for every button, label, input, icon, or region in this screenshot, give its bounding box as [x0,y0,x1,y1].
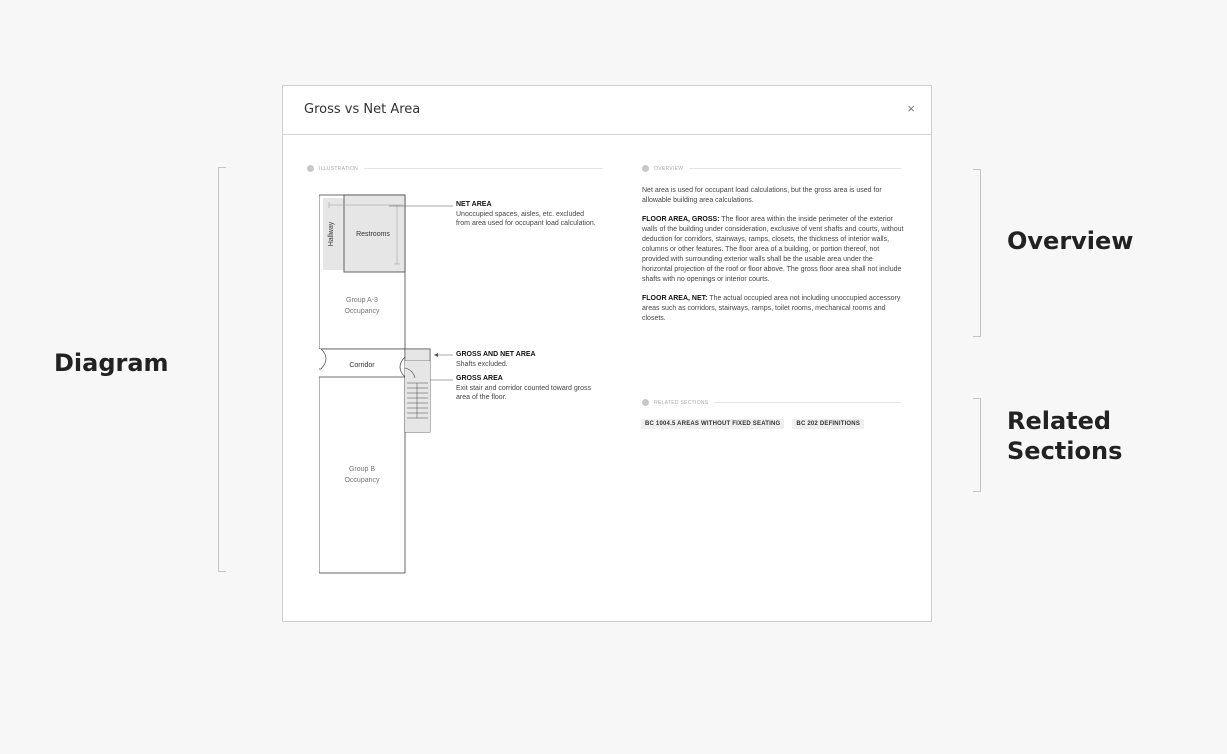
section-dot-icon [642,165,649,172]
group-b-label-line2: Occupancy [344,477,380,484]
gross-definition [642,215,904,285]
close-button[interactable]: × [907,101,915,116]
gross-area-title: GROSS AREA [456,375,503,382]
overview-section-header [642,165,901,172]
section-divider [364,168,603,169]
section-dot-icon [642,399,649,406]
gross-term: FLOOR AREA, GROSS: [642,216,720,223]
illustration-section-header [307,165,603,172]
gross-net-callout [456,350,596,369]
gross-area-callout [456,374,596,403]
shaft [405,349,430,361]
gross-area-text: Exit stair and corridor counted toward gross area of the floor. [456,384,592,401]
net-area-text: Unoccupied spaces, aisles, etc. excluded from area used for occupant load calculation. [456,210,596,227]
hallway-label: Hallway [328,221,335,247]
restrooms-label: Restrooms [356,231,390,238]
net-term: FLOOR AREA, NET: [642,295,708,302]
related-section-title: RELATED SECTIONS [654,399,709,406]
related-section-header [642,399,901,406]
gross-net-title: GROSS AND NET AREA [456,351,536,358]
overview-bracket [973,169,981,337]
related-tag-bc202[interactable]: BC 202 DEFINITIONS [792,419,864,429]
group-a3-label-line1: Group A-3 [346,297,378,304]
section-divider [714,402,901,403]
related-tags [641,419,864,429]
related-tag-bc1004[interactable]: BC 1004.5 AREAS WITHOUT FIXED SEATING [641,419,784,429]
gross-net-text: Shafts excluded. [456,360,508,368]
net-area-callout [456,200,596,229]
modal-dialog [282,85,932,622]
modal-title: Gross vs Net Area [304,102,421,117]
stair-shading [405,361,430,432]
section-dot-icon [307,165,314,172]
related-label-line1: Related [1007,407,1112,435]
modal-header [283,86,931,135]
overview-text [642,186,904,333]
related-bracket [973,398,981,492]
related-sections-label [1007,406,1122,466]
overview-label: Overview [1007,227,1134,255]
group-a3-label-line2: Occupancy [344,308,380,315]
overview-intro: Net area is used for occupant load calculations, but the gross area is used for allowable building area calculations. [642,187,882,204]
net-definition [642,294,904,324]
diagram-label: Diagram [54,349,169,377]
overview-section-title: OVERVIEW [654,165,684,172]
related-label-line2: Sections [1007,437,1123,465]
group-b-label-line1: Group B [348,466,376,473]
section-divider [689,168,901,169]
net-area-title: NET AREA [456,201,492,208]
diagram-bracket [218,167,226,572]
net-def: The actual occupied area not including unoccupied accessory areas such as corridors, stairways, ramps, toilet rooms, mechanical rooms and closets. [642,295,901,322]
gross-def: The floor area within the inside perimeter of the exterior walls of the building under consideration, exclusive of vent shafts and courts, without deduction for corridors, stairways, ramps, closets, the thickness of interior walls, columns or other features. The floor area of a building, or portion thereof, not provided with surrounding exterior walls shall be the usable area under the horizontal projection of the roof or floor above. The gross floor area shall not include shafts with no openings or interior courts. [642,216,904,283]
illustration-section-title: ILLUSTRATION [319,165,359,172]
corridor-label: Corridor [349,362,375,369]
